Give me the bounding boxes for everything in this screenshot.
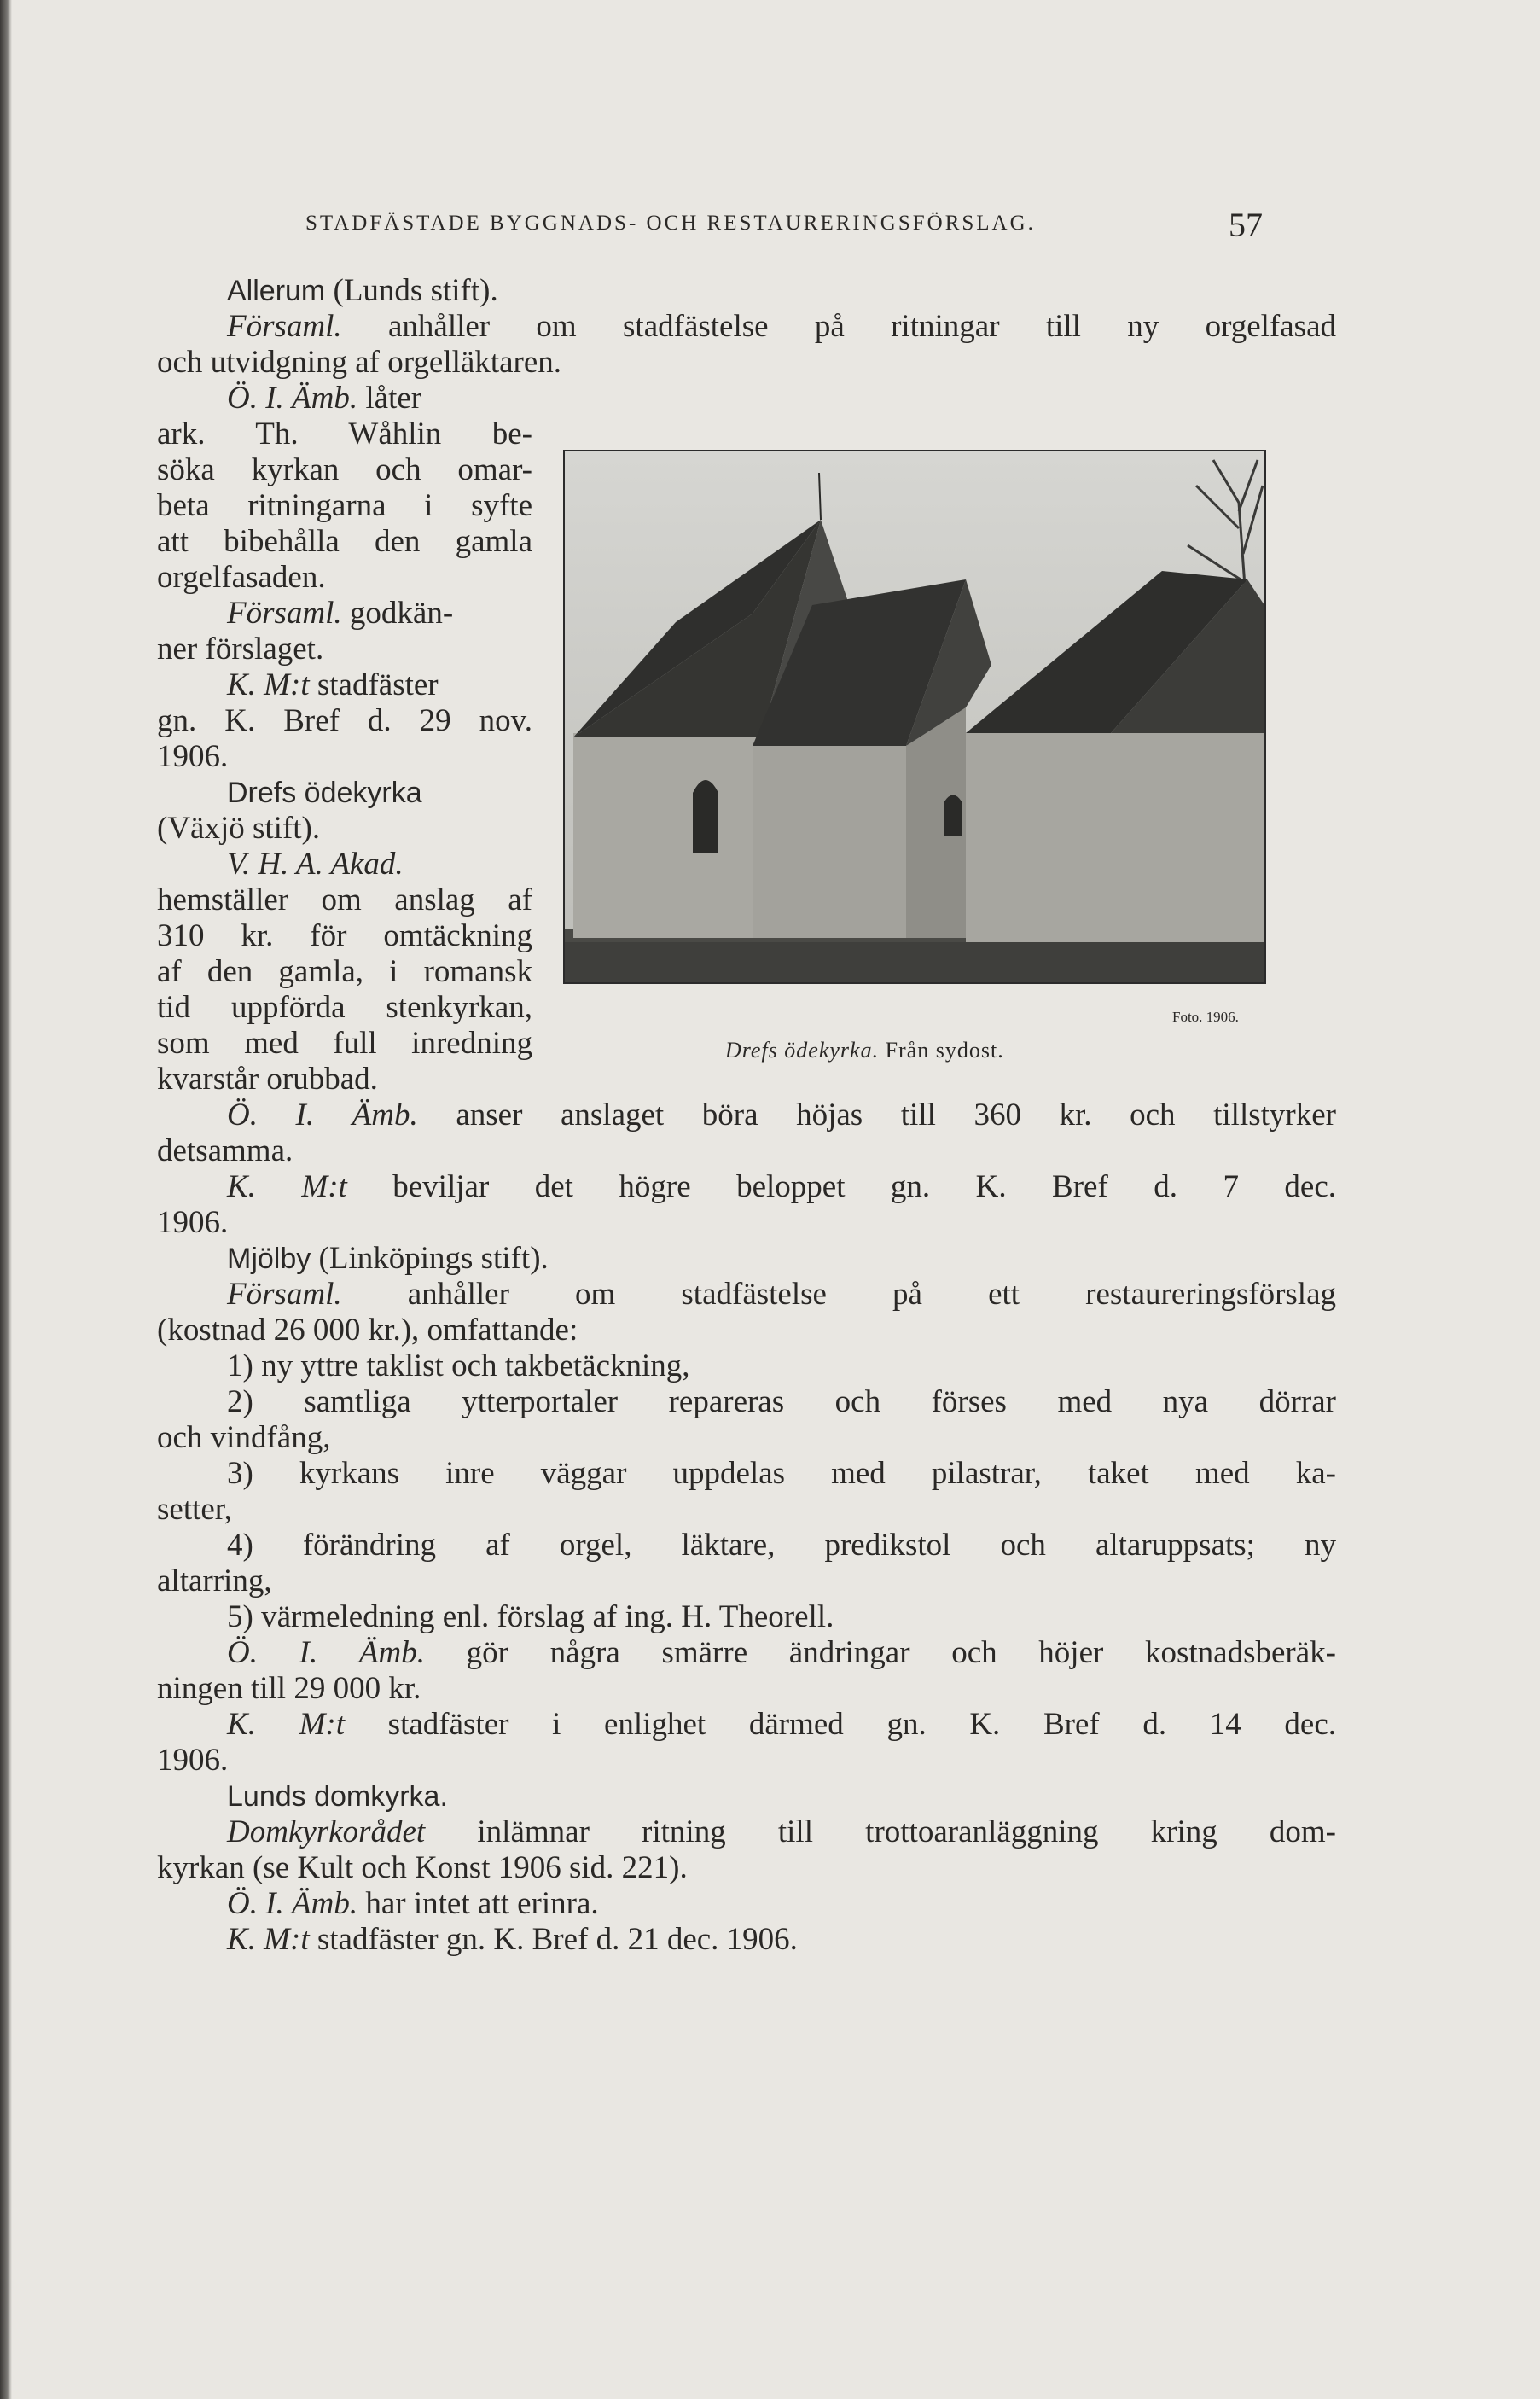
mjolby-heading: Mjölby (Linköpings stift). (227, 1241, 549, 1276)
text-line: Församl. anhåller om stadfästelse på ett restaureringsförslag (227, 1277, 1336, 1312)
text-line: 3) kyrkans inre väggar uppdelas med pilastrar, taket med ka- (227, 1456, 1336, 1491)
text-line: ner förslaget. (157, 632, 324, 667)
text-line: K. M:t stadfäster i enlighet därmed gn. K. Bref d. 14 dec. (227, 1707, 1336, 1742)
text-line: att bibehålla den gamla (157, 524, 532, 559)
text-line: beta ritningarna i syfte (157, 488, 532, 523)
text-line: altarring, (157, 1563, 272, 1598)
allerum-heading: Allerum (Lunds stift). (227, 273, 498, 308)
text-line: tid uppförda stenkyrkan, (157, 990, 532, 1025)
text-line: Ö. I. Ämb. gör några smärre ändringar och höjer kostnadsberäk- (227, 1635, 1336, 1670)
page-edge (0, 0, 12, 2399)
text-line: och utvidgning af orgelläktaren. (157, 345, 562, 380)
running-header: STADFÄSTADE BYGGNADS- OCH RESTAURERINGSFÖRSLAG. (305, 212, 1036, 235)
text-line: gn. K. Bref d. 29 nov. (157, 703, 532, 738)
text-line: ningen till 29 000 kr. (157, 1671, 421, 1706)
text-line: 5) värmeledning enl. förslag af ing. H. Theorell. (227, 1599, 834, 1634)
text-line: Ö. I. Ämb. anser anslaget böra höjas till 360 kr. och tillstyrker (227, 1098, 1336, 1133)
text-line: (kostnad 26 000 kr.), omfattande: (157, 1313, 578, 1348)
text-line: K. M:t stadfäster gn. K. Bref d. 21 dec. 1906. (227, 1922, 798, 1957)
text-line: (Växjö stift). (157, 811, 321, 846)
text-line: 2) samtliga ytterportaler repareras och förses med nya dörrar (227, 1384, 1336, 1419)
text-line: 310 kr. för omtäckning (157, 918, 532, 953)
text-line: setter, (157, 1492, 232, 1527)
body-text (157, 273, 1336, 1958)
text-line: orgelfasaden. (157, 560, 326, 595)
text-line: af den gamla, i romansk (157, 954, 532, 989)
text-line: K. M:t stadfäster (227, 667, 439, 702)
page-number: 57 (1229, 206, 1263, 244)
text-line: Församl. godkän- (227, 596, 454, 631)
text-line: kyrkan (se Kult och Konst 1906 sid. 221). (157, 1850, 688, 1885)
text-line: 1) ny yttre taklist och takbetäckning, (227, 1348, 690, 1383)
text-line: V. H. A. Akad. (227, 847, 404, 882)
text-line: detsamma. (157, 1133, 293, 1168)
text-line: 4) förändring af orgel, läktare, predikstol och altaruppsats; ny (227, 1528, 1336, 1563)
text-line: som med full inredning (157, 1026, 532, 1061)
drefs-heading: Drefs ödekyrka (227, 777, 422, 809)
text-line: Ö. I. Ämb. låter (227, 381, 422, 416)
text-line: K. M:t beviljar det högre beloppet gn. K. Bref d. 7 dec. (227, 1169, 1336, 1204)
text-line: Ö. I. Ämb. har intet att erinra. (227, 1886, 599, 1921)
figure-caption: Drefs ödekyrka. Från sydost. (725, 1038, 1004, 1063)
text-line: Församl. anhåller om stadfästelse på ritningar till ny orgelfasad (227, 309, 1336, 344)
text-line: söka kyrkan och omar- (157, 452, 532, 487)
text-line: ark. Th. Wåhlin be- (157, 416, 532, 451)
photo-credit: Foto. 1906. (1172, 1009, 1239, 1025)
text-line: Domkyrkorådet inlämnar ritning till trottoaranläggning kring dom- (227, 1814, 1336, 1849)
text-line: och vindfång, (157, 1420, 331, 1455)
text-line: hemställer om anslag af (157, 882, 532, 917)
text-line: 1906. (157, 1205, 229, 1240)
text-line: 1906. (157, 739, 229, 774)
lund-heading: Lunds domkyrka. (227, 1780, 448, 1813)
text-line: kvarstår orubbad. (157, 1062, 378, 1097)
text-line: 1906. (157, 1743, 229, 1778)
